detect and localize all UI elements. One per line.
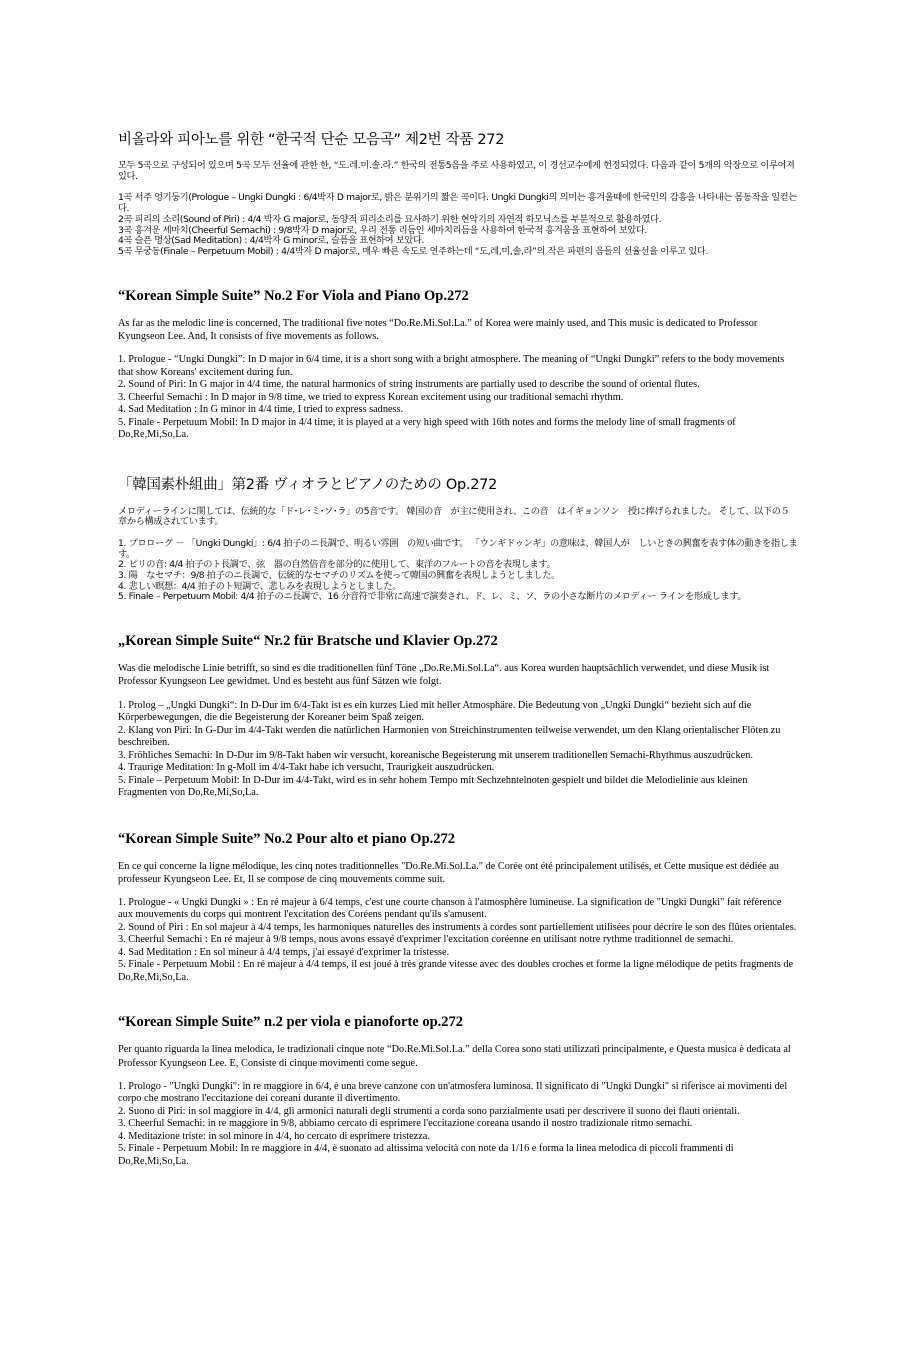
german-section xyxy=(118,633,798,799)
japanese-intro: メロディーラインに関しては、伝統的な「ド･レ･ミ･ソ･ラ」の5音です。 韓国の音 が主に使用され、この音 はイギョンソン 授に捧げられました。 そして、以下の５ 章から構成されています。 xyxy=(118,505,799,528)
german-movement-4: 4. Traurige Meditation: In g-Moll im 4/4-Takt habe ich versucht, Traurigkeit auszudrücken. xyxy=(118,762,495,774)
korean-movement-1: 1곡 서주 엉기둥기(Prologue – Ungki Dungki : 6/4박자 D major로, 밝은 분위기의 짧은 곡이다. Ungki Dungki의 의미는 흥겨울때에 한국인의 감흥을 나타내는 몸동작을 일컫는다. xyxy=(118,192,797,215)
french-movement-3: 3. Cheerful Semachi : En ré majeur à 9/8 temps, nous avons essayé d'exprimer l'excitation coréenne en utilisant notre rythme traditionnel de semachi. xyxy=(118,934,734,946)
korean-movement-4: 4곡 슬픈 명상(Sad Meditation) : 4/4박자 G minor로, 슬픔을 표현하여 보았다. xyxy=(118,235,425,247)
english-title: “Korean Simple Suite” No.2 For Viola and Piano Op.272 xyxy=(118,287,469,304)
japanese-title: 「韓国素朴組曲」第2番 ヴィオラとピアノのための Op.272 xyxy=(118,476,498,493)
german-movement-3: 3. Fröhliches Semachi: In D-Dur im 9/8-Takt haben wir versucht, koreanische Begeisterung mit unserem traditionellen Semachi-Rhythmus auszudrücken. xyxy=(118,749,753,761)
english-section xyxy=(118,288,798,442)
japanese-movement-5: 5. Finale – Perpetuum Mobil: 4/4 拍子のニ長調で、16 分音符で非常に高速で演奏され、ド、レ、ミ、ソ、ラの小さな断片のメロディー ラインを形成します。 xyxy=(118,591,747,603)
english-movement-list xyxy=(118,354,798,442)
french-movement-4: 4. Sad Meditation : En sol mineur à 4/4 temps, j'ai essayé d'exprimer la tristesse. xyxy=(118,946,450,958)
italian-movement-4: 4. Meditazione triste: in sol minore in 4/4, ho cercato di esprimere tristezza. xyxy=(118,1130,430,1142)
italian-movement-5: 5. Finale - Perpetuum Mobil: In re maggiore in 4/4, è suonato ad altissima velocità con note da 1/16 e forma la linea melodica di piccoli frammenti di Do,Re,Mi,So,La. xyxy=(118,1143,734,1167)
japanese-movement-3: 3. 陽 なセマチ：9/8 拍子のニ長調で、伝統的なセマチのリズムを使って韓国の興奮を表現しようとしました。 xyxy=(118,570,560,582)
french-movement-2: 2. Sound of Piri : En sol majeur à 4/4 temps, les harmoniques naturelles des instruments à cordes sont partiellement utilisées pour décrire le son des flûtes orientales. xyxy=(118,921,797,933)
italian-title: “Korean Simple Suite” n.2 per viola e pianoforte op.272 xyxy=(118,1014,464,1031)
section-spacer xyxy=(118,603,798,633)
japanese-movement-list xyxy=(118,539,798,603)
french-movement-5: 5. Finale - Perpetuum Mobil : En ré majeur à 4/4 temps, il est joué à très grande vitesse avec des doubles croches et forme la ligne mélodique de petits fragments de Do,Re,Mi,So,La. xyxy=(118,959,794,983)
english-movement-5: 5. Finale - Perpetuum Mobil: In D major in 4/4 time, it is played at a very high speed with 16th notes and forms the melody line of small fragments of Do,Re,Mi,So,La. xyxy=(118,416,736,441)
german-movement-list xyxy=(118,700,798,800)
italian-movement-1: 1. Prologo - "Ungki Dungki": in re maggiore in 6/4, è una breve canzone con un'atmosfera luminosa. Il significato di "Ungki Dungki" si riferisce ai movimenti del corpo che mostrano l'eccitazione dei coreani durante il divertimento. xyxy=(118,1080,788,1105)
english-intro: As far as the melodic line is concerned, The traditional five notes “Do.Re.Mi.Sol.La.” of Korea were mainly used, and This music is dedicated to Professor Kyungseon Lee. And, It consists of five movements as follows. xyxy=(118,317,758,342)
english-movement-4: 4. Sad Meditation : In G minor in 4/4 time, I tried to express sadness. xyxy=(118,404,404,416)
korean-movement-3: 3곡 흥겨운 세마치(Cheerful Semachi) : 9/8박자 D major로, 우리 전통 리듬인 세마치리듬을 사용하여 한국적 흥겨움을 표현하여 보았다. xyxy=(118,224,647,236)
french-movement-1: 1. Prologue - « Ungki Dungki » : En ré majeur à 6/4 temps, c'est une courte chanson à l'atmosphère lumineuse. La signification de "Ungki Dungki" fait référence aux mouvements du corps qui montrent l'excitation des Coréens pendant qu'ils s'amusent. xyxy=(118,896,782,921)
german-movement-5: 5. Finale – Perpetuum Mobil: In D-Dur im 4/4-Takt, wird es in sehr hohem Tempo mit Sechzehntelnoten gespielt und bildet die Melodielinie aus kleinen Fragmenten von Do,Re,Mi,So,La. xyxy=(118,774,748,799)
english-movement-1: 1. Prologue - “Ungki Dungki”: In D major in 6/4 time, it is a short song with a bright atmosphere. The meaning of “Ungki Dungki” refers to the body movements that show Koreans' excitement during fun. xyxy=(118,354,785,378)
italian-section xyxy=(118,1014,798,1168)
korean-title: 비올라와 피아노를 위한 “한국적 단순 모음곡” 제2번 작품 272 xyxy=(118,132,505,148)
japanese-movement-1: 1. プロローグ － 「Ungki Dungki」: 6/4 拍子のニ長調で、明るい雰囲 の短い曲です。 「ウンギドゥンギ」の意味は、韓国人が しいときの興奮を表す体の動きを指します。 xyxy=(118,537,798,560)
section-spacer xyxy=(118,984,798,1014)
french-section xyxy=(118,831,798,985)
japanese-section xyxy=(118,473,798,604)
japanese-movement-2: 2. ピリの音: 4/4 拍子のト長調で、弦 器の自然倍音を部分的に使用して、東洋のフルートの音を表現します。 xyxy=(118,559,556,571)
german-intro: Was die melodische Linie betrifft, so sind es die traditionellen fünf Töne „Do.Re.Mi.Sol.La“. aus Korea wurden hauptsächlich verwendet, und diese Musik ist Professor Kyungseon Lee gewidmet. Und es besteht aus fünf Sätzen wie folgt. xyxy=(118,663,770,688)
french-movement-list xyxy=(118,897,798,985)
german-movement-2: 2. Klang von Piri: In G-Dur im 4/4-Takt werden die natürlichen Harmonien von Streichinstrumenten teilweise verwendet, um den Klang orientalischer Flöten zu beschreiben. xyxy=(118,724,781,749)
section-spacer xyxy=(118,258,798,288)
german-movement-1: 1. Prolog – „Ungki Dungki“: In D-Dur im 6/4-Takt ist es ein kurzes Lied mit heller Atmosphäre. Die Bedeutung von „Ungki Dungki“ bezieht sich auf die Körperbewegungen, die die Begeisterung der Koreaner beim Spaß zeigen. xyxy=(118,699,752,724)
korean-section xyxy=(118,128,798,258)
italian-movement-3: 3. Cheerful Semachi: in re maggiore in 9/8, abbiamo cercato di esprimere l'eccitazione coreana usando il nostro tradizionale ritmo semachi. xyxy=(118,1118,693,1130)
korean-movement-5: 5곡 무궁동(Finale – Perpetuum Mobil) : 4/4박자 D major로, 매우 빠른 속도로 연주하는데 “도,레,미,솔,라”의 작은 파편의 음들의 선율선을 이루고 있다. xyxy=(118,245,708,257)
german-title: „Korean Simple Suite“ Nr.2 für Bratsche und Klavier Op.272 xyxy=(118,633,498,650)
italian-intro: Per quanto riguarda la linea melodica, le tradizionali cinque note “Do.Re.Mi.Sol.La.” della Corea sono stati utilizzati principalmente, e Questa musica è dedicata al Professor Kyungseon Lee. E, Consiste di cinque movimenti come segue. xyxy=(118,1044,791,1069)
japanese-movement-4: 4. 悲しい瞑想：4/4 拍子のト短調で、悲しみを表現しようとしました。 xyxy=(118,580,402,592)
french-intro: En ce qui concerne la ligne mélodique, les cinq notes traditionnelles "Do.Re.Mi.Sol.La." de Corée ont été principalement utilisés, et Cette musique est dédiée au professeur Kyungseon Lee. Et, Il se compose de cinq mouvements comme suit. xyxy=(118,860,779,885)
document-page xyxy=(118,128,798,1168)
english-movement-2: 2. Sound of Piri: In G major in 4/4 time, the natural harmonics of string instruments are partially used to describe the sound of oriental flutes. xyxy=(118,379,700,391)
korean-intro: 모두 5곡으로 구성되어 있으며 5곡 모두 선율에 관한 한, “도.레.미.솔.라.” 한국의 전통5음을 주로 사용하였고, 이 경선교수에게 헌정되었다. 다음과 같이 5개의 악장으로 이루어져있다. xyxy=(118,160,795,182)
french-title: “Korean Simple Suite” No.2 Pour alto et piano Op.272 xyxy=(118,830,456,847)
korean-movement-2: 2곡 피리의 소리(Sound of Piri) : 4/4 박자 G major로, 동양적 피리소리를 묘사하기 위한 현악기의 자연적 하모닉스를 부분적으로 활용하였다. xyxy=(118,213,662,225)
korean-movement-list xyxy=(118,193,798,257)
italian-movement-2: 2. Suono di Piri: in sol maggiore in 4/4, gli armonici naturali degli strumenti a corda sono parzialmente usati per descrivere il suono dei flauti orientali. xyxy=(118,1105,740,1117)
section-spacer xyxy=(118,442,798,473)
italian-movement-list xyxy=(118,1081,798,1169)
section-spacer xyxy=(118,800,798,831)
english-movement-3: 3. Cheerful Semachi : In D major in 9/8 time, we tried to express Korean excitement using our traditional semachi rhythm. xyxy=(118,391,624,403)
